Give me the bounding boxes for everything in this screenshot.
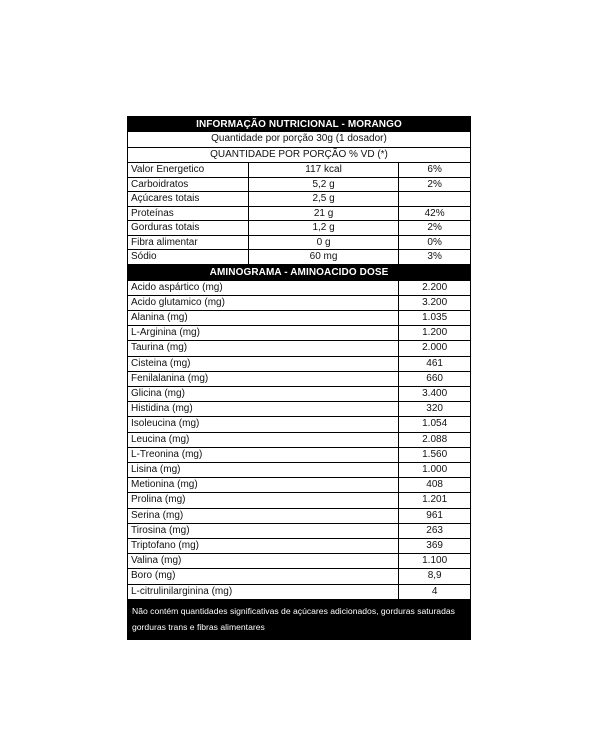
amino-acid-value: 1.560 (399, 447, 470, 462)
aminogram-row (128, 417, 470, 432)
amino-acid-value: 8,9 (399, 569, 470, 584)
nutrient-daily-value: 2% (399, 177, 470, 192)
aminogram-row (128, 447, 470, 462)
amino-acid-value: 369 (399, 538, 470, 553)
nutrition-row (128, 235, 470, 250)
nutrient-amount: 0 g (248, 235, 398, 250)
amino-acid-name: Isoleucina (mg) (128, 417, 399, 432)
aminogram-row (128, 538, 470, 553)
amino-acid-name: Acido aspártico (mg) (128, 280, 399, 295)
amino-acid-value: 1.100 (399, 554, 470, 569)
nutrient-name: Gorduras totais (128, 221, 248, 236)
amino-acid-name: Triptofano (mg) (128, 538, 399, 553)
amino-acid-value: 1.201 (399, 493, 470, 508)
nutrition-row (128, 163, 470, 177)
aminogram-row (128, 386, 470, 401)
aminogram-row (128, 478, 470, 493)
amino-acid-name: L-Arginina (mg) (128, 326, 399, 341)
aminogram-row (128, 432, 470, 447)
aminogram-row (128, 523, 470, 538)
amino-acid-name: Acido glutamico (mg) (128, 295, 399, 310)
amino-acid-name: Alanina (mg) (128, 310, 399, 325)
aminogram-row (128, 280, 470, 295)
nutrient-daily-value: 42% (399, 206, 470, 221)
aminogram-row (128, 310, 470, 325)
nutrient-name: Carboidratos (128, 177, 248, 192)
label-title: INFORMAÇÃO NUTRICIONAL - MORANGO (128, 117, 470, 132)
nutrition-row (128, 221, 470, 236)
amino-acid-value: 3.400 (399, 386, 470, 401)
aminogram-row (128, 341, 470, 356)
amino-acid-name: L-Treonina (mg) (128, 447, 399, 462)
amino-acid-name: Valina (mg) (128, 554, 399, 569)
amino-acid-value: 2.000 (399, 341, 470, 356)
amino-acid-value: 3.200 (399, 295, 470, 310)
amino-acid-name: Tirosina (mg) (128, 523, 399, 538)
nutrient-daily-value: 3% (399, 250, 470, 265)
aminogram-row (128, 371, 470, 386)
amino-acid-name: Cisteina (mg) (128, 356, 399, 371)
amino-acid-value: 660 (399, 371, 470, 386)
amino-acid-name: Prolina (mg) (128, 493, 399, 508)
aminogram-row (128, 569, 470, 584)
amino-acid-value: 408 (399, 478, 470, 493)
nutrition-row (128, 177, 470, 192)
amino-acid-value: 4 (399, 584, 470, 599)
nutrient-daily-value (399, 192, 470, 207)
aminogram-title: AMINOGRAMA - AMINOACIDO DOSE (128, 265, 470, 280)
amino-acid-value: 2.200 (399, 280, 470, 295)
amino-acid-value: 1.035 (399, 310, 470, 325)
nutrient-name: Açúcares totais (128, 192, 248, 207)
amino-acid-name: Glicina (mg) (128, 386, 399, 401)
aminogram-table (128, 280, 470, 600)
amino-acid-name: Serina (mg) (128, 508, 399, 523)
aminogram-row (128, 584, 470, 599)
nutrient-amount: 5,2 g (248, 177, 398, 192)
amino-acid-value: 2.088 (399, 432, 470, 447)
nutrition-facts-label (127, 116, 471, 640)
amino-acid-name: Lisina (mg) (128, 462, 399, 477)
nutrition-table (128, 163, 470, 265)
aminogram-row (128, 402, 470, 417)
nutrient-amount: 60 mg (248, 250, 398, 265)
nutrient-name: Fibra alimentar (128, 235, 248, 250)
amino-acid-value: 1.200 (399, 326, 470, 341)
amino-acid-value: 461 (399, 356, 470, 371)
nutrient-amount: 1,2 g (248, 221, 398, 236)
aminogram-row (128, 326, 470, 341)
amino-acid-name: Leucina (mg) (128, 432, 399, 447)
nutrition-row (128, 250, 470, 265)
nutrition-row (128, 192, 470, 207)
nutrient-name: Valor Energetico (128, 163, 248, 177)
amino-acid-value: 961 (399, 508, 470, 523)
amino-acid-name: L-citrulinilarginina (mg) (128, 584, 399, 599)
nutrient-daily-value: 6% (399, 163, 470, 177)
aminogram-row (128, 462, 470, 477)
amino-acid-name: Taurina (mg) (128, 341, 399, 356)
serving-size: Quantidade por porção 30g (1 dosador) (128, 132, 470, 148)
nutrient-name: Sódio (128, 250, 248, 265)
nutrition-row (128, 206, 470, 221)
amino-acid-name: Boro (mg) (128, 569, 399, 584)
amino-acid-value: 1.000 (399, 462, 470, 477)
nutrient-amount: 21 g (248, 206, 398, 221)
amino-acid-value: 263 (399, 523, 470, 538)
amino-acid-name: Metionina (mg) (128, 478, 399, 493)
nutrient-daily-value: 2% (399, 221, 470, 236)
aminogram-row (128, 554, 470, 569)
amino-acid-value: 1.054 (399, 417, 470, 432)
footnote: Não contém quantidades significativas de açúcares adicionados, gorduras saturadas gorduras trans e fibras alimentares (128, 600, 470, 639)
amino-acid-value: 320 (399, 402, 470, 417)
nutrient-amount: 117 kcal (248, 163, 398, 177)
amino-acid-name: Fenilalanina (mg) (128, 371, 399, 386)
nutrient-amount: 2,5 g (248, 192, 398, 207)
aminogram-row (128, 508, 470, 523)
nutrient-name: Proteínas (128, 206, 248, 221)
column-heading: QUANTIDADE POR PORÇÃO % VD (*) (128, 148, 470, 164)
aminogram-row (128, 493, 470, 508)
nutrient-daily-value: 0% (399, 235, 470, 250)
aminogram-row (128, 356, 470, 371)
aminogram-row (128, 295, 470, 310)
amino-acid-name: Histidina (mg) (128, 402, 399, 417)
